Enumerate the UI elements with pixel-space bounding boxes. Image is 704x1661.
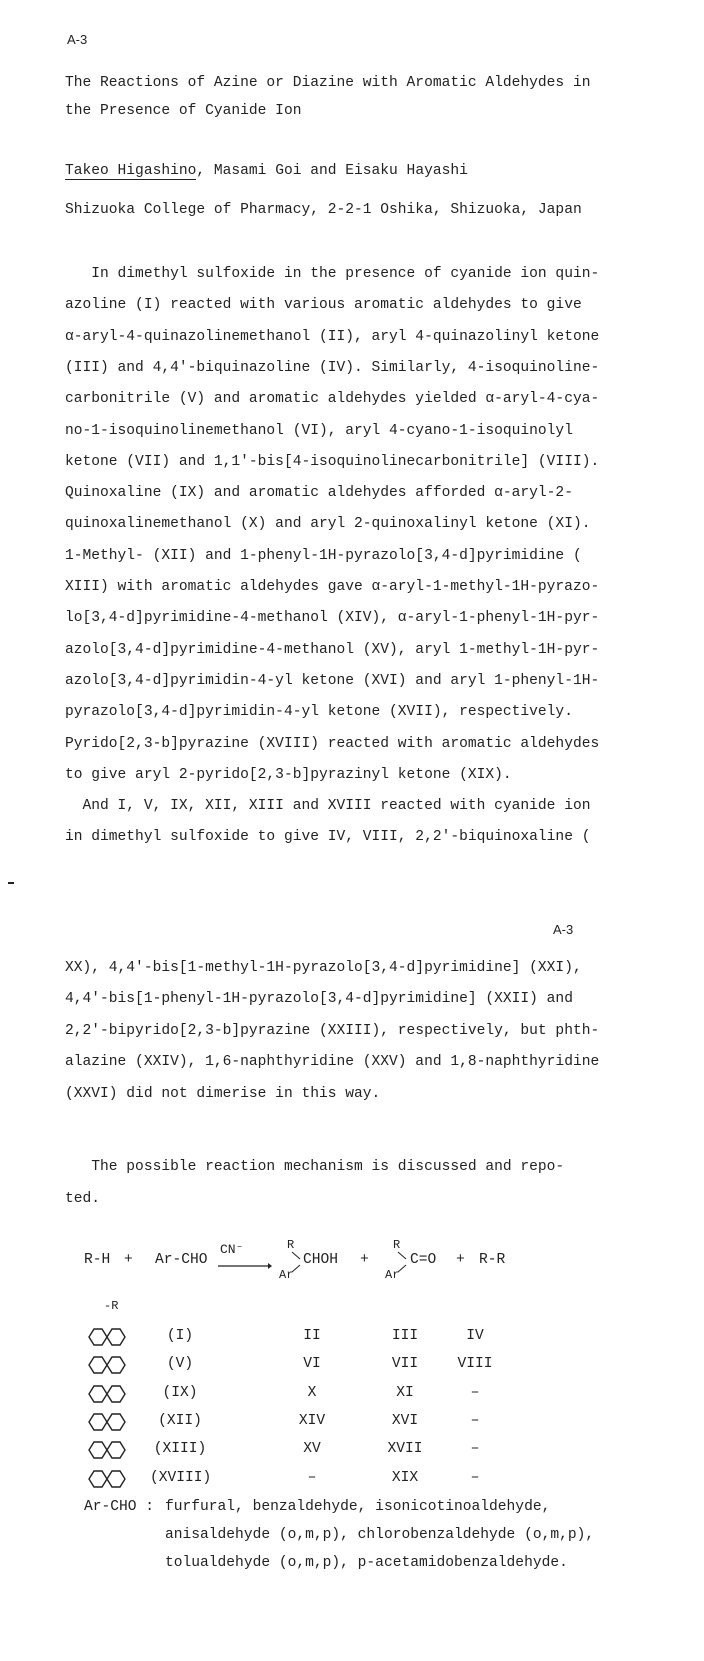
aldehydes-label: Ar-CHO : — [84, 1499, 155, 1515]
presenting-author: Takeo Higashino — [65, 163, 197, 179]
heterocycle-structure-icon — [86, 1352, 128, 1378]
body-line: In dimethyl sulfoxide in the presence of cyanide ion quin- — [65, 266, 600, 282]
dimer-product: IV — [466, 1328, 484, 1344]
ketone-product: XVII — [387, 1441, 423, 1457]
plus-sign: + — [360, 1252, 369, 1268]
other-authors: , Masami Goi and Eisaku Hayashi — [196, 163, 468, 179]
alcohol-product: X — [307, 1385, 317, 1401]
compound-label: (XIII) — [153, 1441, 207, 1457]
body-line: α-aryl-4-quinazolinemethanol (II), aryl 4-quinazolinyl ketone — [65, 328, 600, 345]
body-line: Quinoxaline (IX) and aromatic aldehydes afforded α-aryl-2- — [65, 485, 573, 502]
ar-label: Ar — [385, 1268, 400, 1282]
body-line: ketone (VII) and 1,1'-bis[4-isoquinolinecarbonitrile] (VIII). — [65, 453, 600, 470]
heterocycle-structure-icon — [86, 1381, 128, 1407]
ketone-product: XVI — [391, 1413, 419, 1429]
heterocycle-structure-icon — [86, 1466, 128, 1492]
dimer-product: VIII — [457, 1356, 493, 1372]
reaction-arrow — [218, 1262, 272, 1270]
aldehydes-line: tolualdehyde (o,m,p), p-acetamidobenzaldehyde. — [165, 1555, 568, 1571]
body-line: to give aryl 2-pyrido[2,3-b]pyrazinyl ketone (XIX). — [65, 766, 512, 783]
aldehydes-line: furfural, benzaldehyde, isonicotinoaldehyde, — [165, 1499, 551, 1515]
body-line: (III) and 4,4'-biquinazoline (IV). Similarly, 4-isoquinoline- — [65, 359, 600, 376]
ketone-group: C=O — [410, 1252, 437, 1268]
body-line: carbonitrile (V) and aromatic aldehydes yielded α-aryl-4-cya- — [65, 391, 600, 408]
dimer-product: R-R — [479, 1252, 506, 1268]
alcohol-product: VI — [303, 1356, 321, 1372]
body-line: XX), 4,4'-bis[1-methyl-1H-pyrazolo[3,4-d]pyrimidine] (XXI), — [65, 960, 582, 976]
aldehydes-line: anisaldehyde (o,m,p), chlorobenzaldehyde (o,m,p), — [165, 1527, 595, 1543]
body-line: lo[3,4-d]pyrimidine-4-methanol (XIV), α-aryl-1-phenyl-1H-pyr- — [65, 610, 600, 627]
heterocycle-structure-icon — [86, 1409, 128, 1435]
compound-label: (XVIII) — [150, 1470, 212, 1486]
body-line: in dimethyl sulfoxide to give IV, VIII, 2,2'-biquinoxaline ( — [65, 829, 591, 846]
dimer-product: – — [470, 1441, 480, 1457]
dimer-product: – — [470, 1385, 480, 1401]
body-line: 2,2'-bipyrido[2,3-b]pyrazine (XXIII), respectively, but phth- — [65, 1022, 600, 1039]
body-line: azolo[3,4-d]pyrimidin-4-yl ketone (XVI) and aryl 1-phenyl-1H- — [65, 672, 600, 689]
substituent-header: -R — [104, 1299, 119, 1313]
compound-label: (I) — [166, 1328, 194, 1344]
compound-label: (V) — [166, 1356, 194, 1372]
authors — [65, 163, 468, 179]
ketone-product: VII — [391, 1356, 419, 1372]
r-label: R — [287, 1238, 295, 1252]
body-line: And I, V, IX, XII, XIII and XVIII reacted with cyanide ion — [65, 798, 591, 815]
body-line: 4,4'-bis[1-phenyl-1H-pyrazolo[3,4-d]pyrimidine] (XXII) and — [65, 991, 573, 1008]
ketone-product: XIX — [391, 1470, 419, 1486]
body-line: pyrazolo[3,4-d]pyrimidin-4-yl ketone (XVII), respectively. — [65, 704, 573, 721]
reagent-cyanide: CN⁻ — [220, 1242, 244, 1257]
body-line: (XXVI) did not dimerise in this way. — [65, 1085, 381, 1102]
abstract-code: A-3 — [553, 922, 574, 937]
body-line: no-1-isoquinolinemethanol (VI), aryl 4-cyano-1-isoquinolyl — [65, 422, 573, 439]
title-line: The Reactions of Azine or Diazine with Aromatic Aldehydes in — [65, 75, 591, 91]
body-line: azoline (I) reacted with various aromatic aldehydes to give — [65, 297, 582, 314]
alcohol-product: XIV — [298, 1413, 326, 1429]
dimer-product: – — [470, 1470, 480, 1486]
affiliation: Shizuoka College of Pharmacy, 2-2-1 Oshika, Shizuoka, Japan — [65, 202, 582, 218]
reactant-aldehyde: Ar-CHO — [155, 1252, 208, 1268]
heterocycle-structure-icon — [86, 1437, 128, 1463]
reactant-rh: R-H — [84, 1252, 111, 1268]
alcohol-product: – — [307, 1470, 317, 1486]
body-line: alazine (XXIV), 1,6-naphthyridine (XXV) and 1,8-naphthyridine — [65, 1054, 600, 1071]
plus-sign: + — [456, 1252, 465, 1268]
scan-mark — [8, 882, 14, 884]
ketone-product: III — [391, 1328, 419, 1344]
body-line: quinoxalinemethanol (X) and aryl 2-quinoxalinyl ketone (XI). — [65, 516, 591, 533]
heterocycle-structure-icon — [86, 1324, 128, 1350]
body-line: azolo[3,4-d]pyrimidine-4-methanol (XV), aryl 1-methyl-1H-pyr- — [65, 641, 600, 658]
dimer-product: – — [470, 1413, 480, 1429]
compound-label: (XII) — [158, 1413, 202, 1429]
alcohol-product: XV — [303, 1441, 321, 1457]
body-line: XIII) with aromatic aldehydes gave α-aryl-1-methyl-1H-pyrazo- — [65, 579, 600, 595]
body-line: Pyrido[2,3-b]pyrazine (XVIII) reacted with aromatic aldehydes — [65, 735, 600, 752]
ketone-product: XI — [396, 1385, 414, 1401]
body-line: 1-Methyl- (XII) and 1-phenyl-1H-pyrazolo[3,4-d]pyrimidine ( — [65, 547, 582, 564]
body-line: The possible reaction mechanism is discussed and repo- — [65, 1159, 565, 1175]
alcohol-product: II — [303, 1328, 321, 1344]
abstract-code: A-3 — [67, 32, 88, 47]
ar-label: Ar — [279, 1268, 294, 1282]
r-label: R — [393, 1238, 401, 1252]
title-line: the Presence of Cyanide Ion — [65, 103, 302, 119]
body-line: ted. — [65, 1191, 101, 1207]
compound-label: (IX) — [162, 1385, 198, 1401]
alcohol-group: CHOH — [303, 1252, 339, 1268]
plus-sign: + — [124, 1252, 133, 1268]
